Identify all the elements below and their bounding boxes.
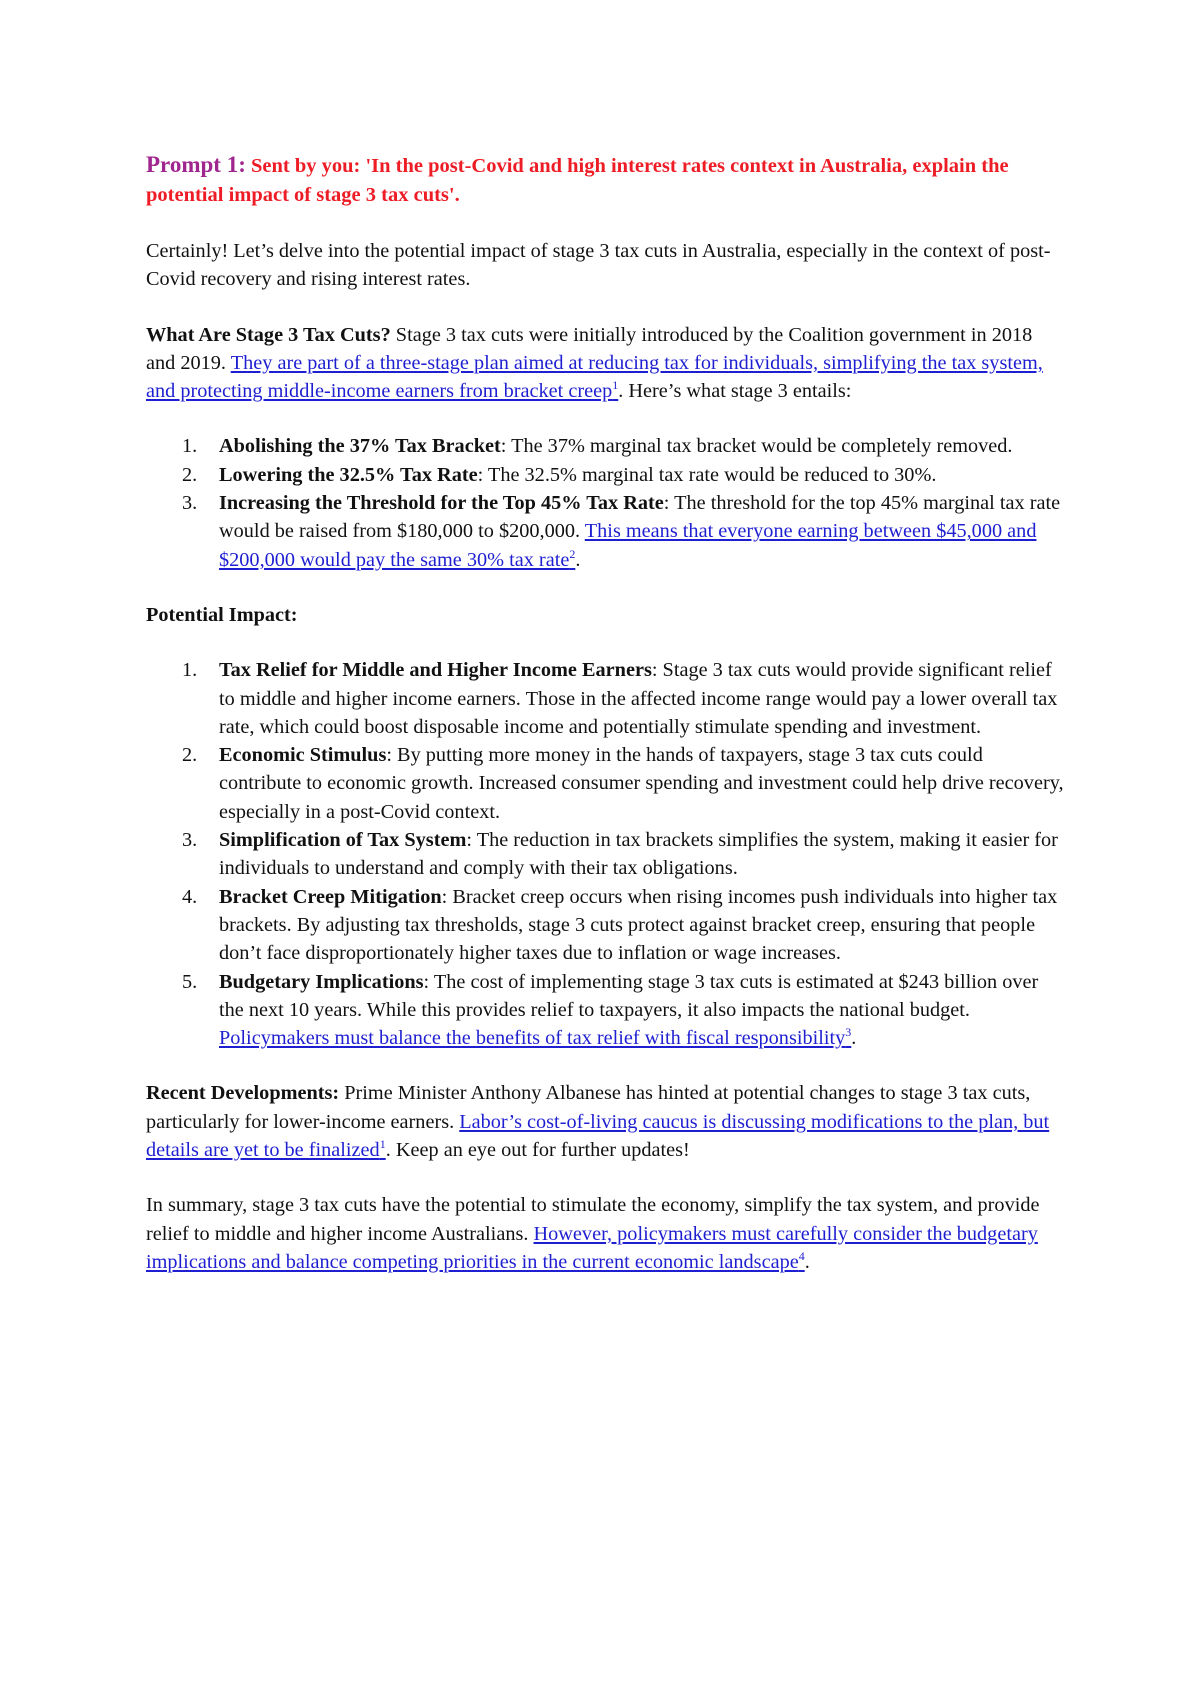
- list-item-text: : The cost of implementing stage 3 tax cuts is estimated at $243 billion over the next 10 years. While this provides relief to taxpayers, it also impacts the national budget.: [219, 970, 1039, 1021]
- summary-paragraph: [146, 1191, 1066, 1276]
- what-are-text-end: . Here’s what stage 3 entails:: [618, 380, 852, 403]
- footnote-ref: 4: [798, 1249, 805, 1264]
- recent-text: Prime Minister Anthony Albanese has hinted at potential changes to stage 3 tax cuts, particularly for lower-income earners.: [146, 1082, 1031, 1133]
- list-number: 5.: [182, 970, 198, 993]
- list-number: 2.: [182, 744, 198, 767]
- list-number: 4.: [182, 885, 198, 908]
- document-body: [146, 150, 1066, 1276]
- source-link-2[interactable]: This means that everyone earning between $45,000 and $200,000 would pay the same 30% tax rate$^2$: [219, 520, 1037, 571]
- prompt-text: Sent by you: 'In the post-Covid and high interest rates context in Australia, explain the potential impact of stage 3 tax cuts'.: [146, 155, 1009, 206]
- recent-text-end: . Keep an eye out for further updates!: [385, 1139, 690, 1162]
- list-item: [146, 656, 1066, 741]
- list-item: [146, 432, 1066, 460]
- list-number: 2.: [182, 463, 198, 486]
- source-link-5[interactable]: However, policymakers must carefully consider the budgetary implications and balance competing priorities in the current economic landscape$^4$: [146, 1222, 1038, 1273]
- list-item-text: : By putting more money in the hands of taxpayers, stage 3 tax cuts could contribute to economic growth. Increased consumer spending and investment could help drive recovery, especially in a post-Covid context.: [219, 744, 1064, 823]
- list-item-title: Simplification of Tax System: [219, 829, 467, 852]
- what-are-heading: What Are Stage 3 Tax Cuts?: [146, 323, 391, 346]
- list-item-text-end: .: [851, 1027, 857, 1050]
- list-item-title: Bracket Creep Mitigation: [219, 885, 442, 908]
- what-are-paragraph: [146, 321, 1066, 406]
- list-item: [146, 883, 1066, 968]
- list-item: [146, 968, 1066, 1053]
- recent-heading: Recent Developments:: [146, 1082, 340, 1105]
- footnote-ref: 2: [569, 546, 576, 561]
- recent-developments-paragraph: [146, 1079, 1066, 1164]
- what-are-text: Stage 3 tax cuts were initially introduced by the Coalition government in 2018 and 2019.: [146, 323, 1033, 374]
- source-link-3[interactable]: Policymakers must balance the benefits of tax relief with fiscal responsibility$^3$: [219, 1025, 852, 1050]
- stage3-list: [146, 432, 1066, 573]
- footnote-ref: 3: [845, 1025, 852, 1040]
- summary-text-end: .: [804, 1250, 810, 1273]
- list-item-text: : The 32.5% marginal tax rate would be reduced to 30%.: [477, 463, 937, 486]
- source-link-1[interactable]: They are part of a three-stage plan aimed at reducing tax for individuals, simplifying the tax system, and protecting middle-income earners from bracket creep$^1$: [146, 351, 1043, 403]
- list-item-text: : The 37% marginal tax bracket would be completely removed.: [500, 435, 1013, 458]
- list-item-text: : Stage 3 tax cuts would provide significant relief to middle and higher income earners. Those in the affected income range would pay a lower overall tax rate, which could boost disposable income and potentially stimulate spending and investment.: [219, 659, 1058, 738]
- list-item-title: Abolishing the 37% Tax Bracket: [219, 435, 501, 458]
- list-item: [146, 741, 1066, 826]
- list-item-text: : Bracket creep occurs when rising incomes push individuals into higher tax brackets. By adjusting tax thresholds, stage 3 cuts protect against bracket creep, ensuring that people don’t face disproportionately higher taxes due to inflation or wage increases.: [219, 885, 1058, 965]
- list-number: 1.: [182, 659, 198, 682]
- impact-list: [146, 656, 1066, 1052]
- list-number: 1.: [182, 435, 198, 458]
- source-link-4[interactable]: Labor’s cost-of-living caucus is discussing modifications to the plan, but details are yet to be finalized$^1$: [146, 1110, 1050, 1162]
- list-number: 3.: [182, 829, 198, 852]
- footnote-ref: 1: [379, 1137, 386, 1152]
- footnote-ref: 1: [612, 378, 619, 393]
- list-item-text: : The threshold for the top 45% marginal tax rate would be raised from $180,000 to $200,000.: [219, 492, 1061, 543]
- list-item-title: Economic Stimulus: [219, 744, 387, 767]
- intro-paragraph: Certainly! Let’s delve into the potential impact of stage 3 tax cuts in Australia, especially in the context of post-Covid recovery and rising interest rates.: [146, 240, 1051, 291]
- prompt-line: [146, 150, 1066, 210]
- summary-text: In summary, stage 3 tax cuts have the potential to stimulate the economy, simplify the tax system, and provide relief to middle and higher income Australians.: [146, 1194, 1040, 1245]
- prompt-label: Prompt 1:: [146, 152, 246, 177]
- list-item-title: Tax Relief for Middle and Higher Income Earners: [219, 659, 652, 682]
- list-item-text: : The reduction in tax brackets simplifies the system, making it easier for individuals to understand and comply with their tax obligations.: [219, 829, 1058, 880]
- list-item: [146, 826, 1066, 883]
- list-item-title: Increasing the Threshold for the Top 45% Tax Rate: [219, 492, 664, 515]
- list-item: [146, 489, 1066, 574]
- list-item: [146, 461, 1066, 489]
- list-item-text-end: .: [575, 548, 581, 571]
- list-item-title: Budgetary Implications: [219, 970, 424, 993]
- list-number: 3.: [182, 492, 198, 515]
- list-item-title: Lowering the 32.5% Tax Rate: [219, 463, 478, 486]
- impact-heading: Potential Impact:: [146, 603, 298, 626]
